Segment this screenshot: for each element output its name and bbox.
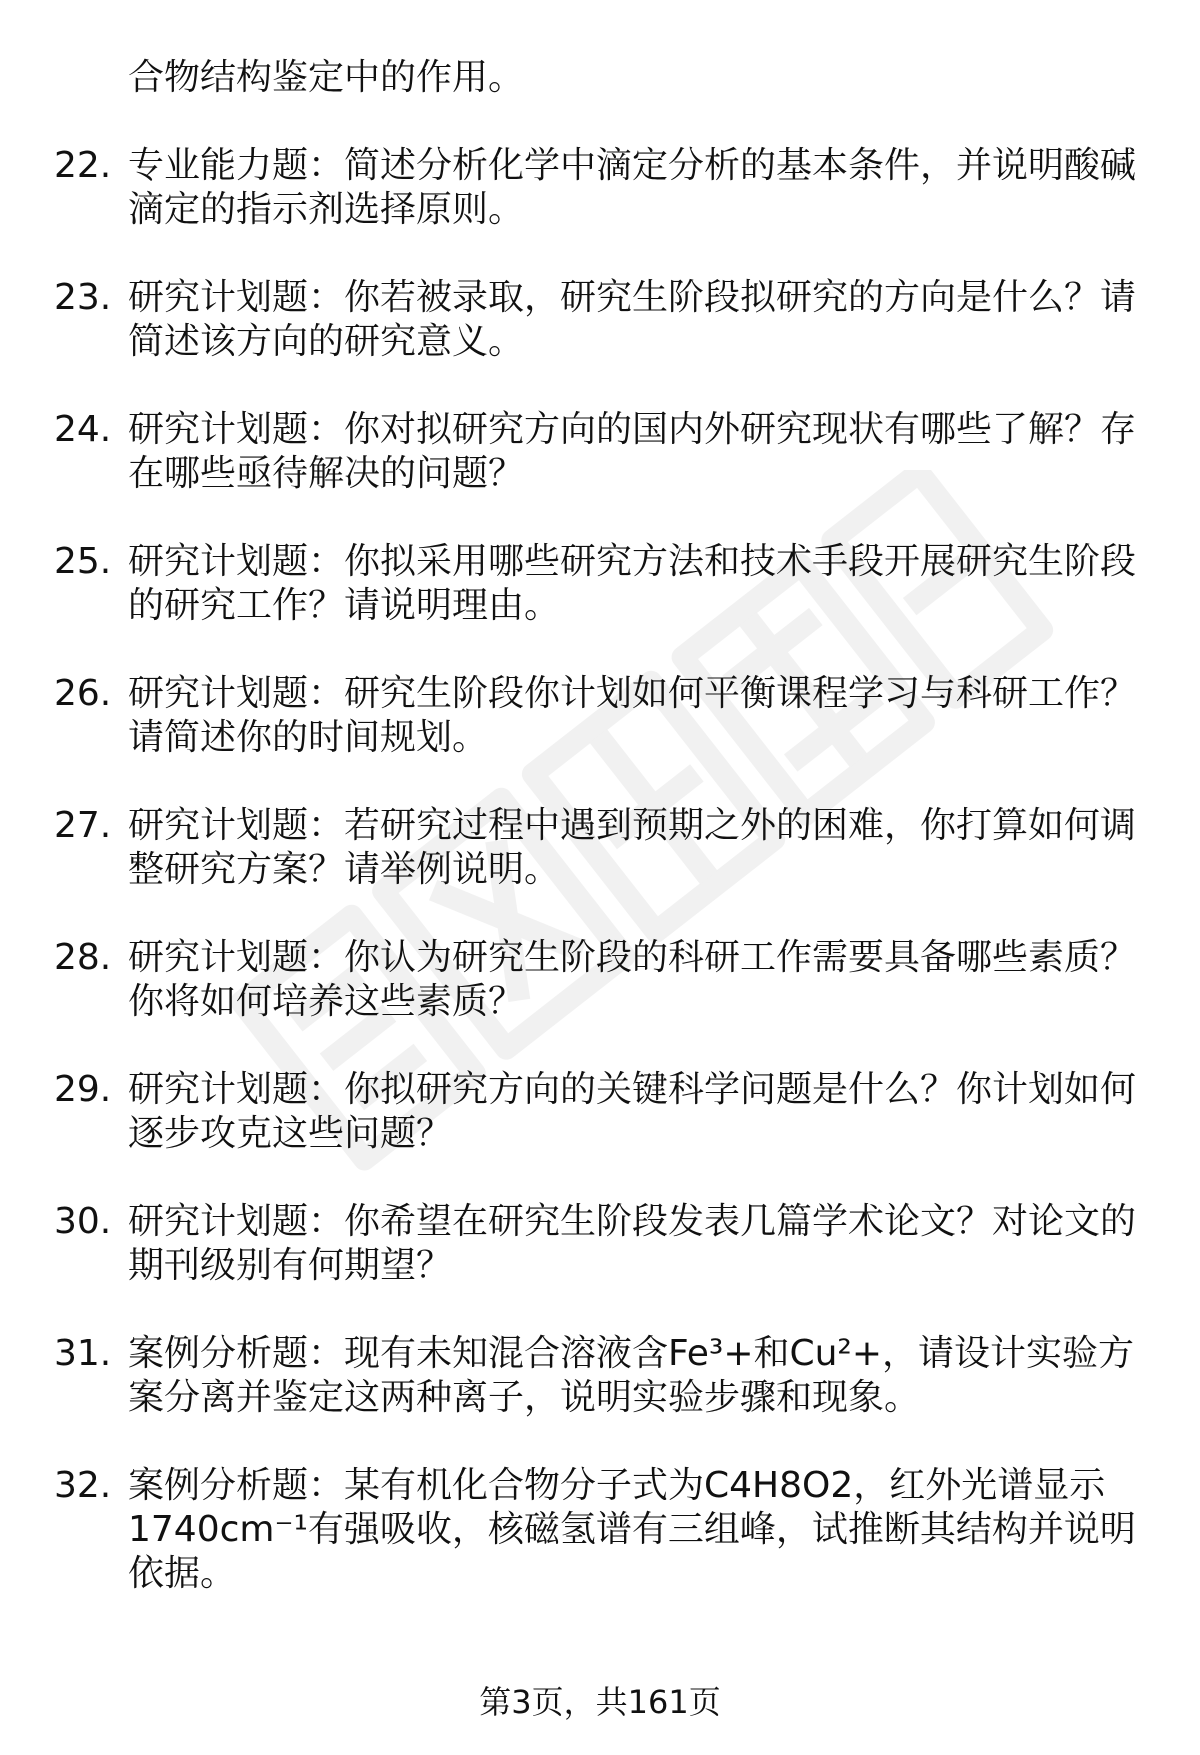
question-number: 31.: [54, 1333, 112, 1374]
question-item: [0, 804, 1138, 892]
question-item: [0, 1068, 1138, 1156]
question-text-line: 研究计划题：你若被录取，研究生阶段拟研究的方向是什么？请: [128, 277, 1137, 318]
question-text-line: 研究计划题：你拟研究方向的关键科学问题是什么？你计划如何: [128, 1069, 1137, 1110]
question-text-line: 案例分析题：某有机化合物分子式为C4H8O2，红外光谱显示: [128, 1465, 1106, 1506]
question-text-line: 逐步攻克这些问题？: [128, 1113, 453, 1154]
question-text-line: 案分离并鉴定这两种离子，说明实验步骤和现象。: [128, 1377, 921, 1418]
question-number: 23.: [54, 277, 112, 318]
question-number: 29.: [54, 1069, 112, 1110]
question-number: 30.: [54, 1201, 112, 1242]
question-text-line: 在哪些亟待解决的问题？: [128, 453, 525, 494]
question-number: 25.: [54, 541, 112, 582]
question-text-line: 滴定的指示剂选择原则。: [128, 189, 525, 230]
question-text-line: 整研究方案？请举例说明。: [128, 849, 561, 890]
question-text-line: 研究计划题：若研究过程中遇到预期之外的困难，你打算如何调: [128, 805, 1137, 846]
question-text-line: 的研究工作？请说明理由。: [128, 585, 561, 626]
question-text-line: 研究计划题：你拟采用哪些研究方法和技术手段开展研究生阶段: [128, 541, 1137, 582]
question-text-line: 案例分析题：现有未知混合溶液含Fe³+和Cu²+，请设计实验方: [128, 1333, 1135, 1374]
question-text-line: 1740cm⁻¹有强吸收，核磁氢谱有三组峰，试推断其结构并说明: [128, 1509, 1136, 1550]
questions-container: [0, 144, 1200, 1596]
question-number: 32.: [54, 1465, 112, 1506]
question-text-line: 研究计划题：研究生阶段你计划如何平衡课程学习与科研工作？: [128, 673, 1137, 714]
question-item: [0, 408, 1138, 496]
question-item: [0, 1200, 1138, 1288]
continuation-text: 合物结构鉴定中的作用。: [128, 57, 525, 98]
question-text-line: 简述该方向的研究意义。: [128, 321, 525, 362]
question-text-line: 依据。: [128, 1553, 237, 1594]
question-item: [0, 144, 1138, 232]
question-item: [0, 1464, 1138, 1596]
question-item: [0, 276, 1138, 364]
question-text-line: 研究计划题：你对拟研究方向的国内外研究现状有哪些了解？存: [128, 409, 1137, 450]
question-item: [0, 1332, 1138, 1420]
question-text-line: 请简述你的时间规划。: [128, 717, 489, 758]
question-number: 22.: [54, 145, 112, 186]
question-item: [0, 540, 1138, 628]
question-text-line: 研究计划题：你希望在研究生阶段发表几篇学术论文？对论文的: [128, 1201, 1137, 1242]
question-number: 24.: [54, 409, 112, 450]
question-text-line: 你将如何培养这些素质？: [128, 981, 525, 1022]
question-text-line: 研究计划题：你认为研究生阶段的科研工作需要具备哪些素质？: [128, 937, 1137, 978]
question-item: [0, 672, 1138, 760]
question-list: [0, 56, 1200, 1596]
question-item: [0, 936, 1138, 1024]
question-text-line: 期刊级别有何期望？: [128, 1245, 453, 1286]
question-number: 26.: [54, 673, 112, 714]
question-number: 28.: [54, 937, 112, 978]
question-number: 27.: [54, 805, 112, 846]
question-text-line: 专业能力题：简述分析化学中滴定分析的基本条件，并说明酸碱: [128, 145, 1137, 186]
page-footer: 第3页，共161页: [479, 1683, 721, 1721]
